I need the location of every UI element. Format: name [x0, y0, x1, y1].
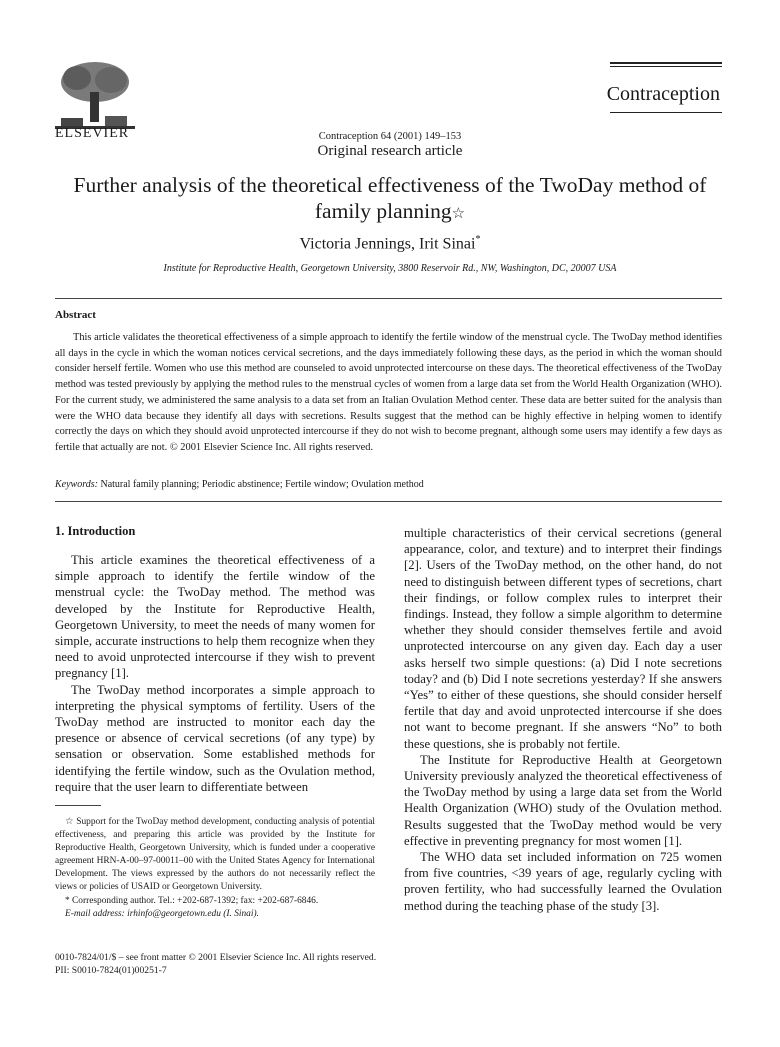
- article-type: Original research article: [317, 143, 463, 159]
- footnotes: [55, 816, 375, 921]
- journal-rule-top-thin: [610, 66, 722, 67]
- title-footnote-mark: ☆: [451, 206, 466, 222]
- journal-name: Contraception: [606, 83, 720, 105]
- funding-footnote: ☆ Support for the TwoDay method development, conducting analysis of potential effectiveness, and preparing this article was provided by the Institute for Reproductive Health, Georgetown University, which is funded under a cooperative agreement HRN-A-00–97-00011–00 with the United States Agency for International Development. The views expressed by the authors do not necessarily reflect the views or policies of USAID or Georgetown University.: [55, 817, 375, 893]
- author-footnote-mark: *: [475, 234, 481, 245]
- journal-rule-bottom: [610, 112, 722, 113]
- abstract-text: This article validates the theoretical effectiveness of a simple approach to identify the fertile window of the menstrual cycle. The TwoDay method identifies all days in the cycle in which the woman notices cervical secretions, and the days immediately following these days, as the period in which the woman should consider herself fertile. Women who use this method are counseled to avoid unprotected intercourse on these days. The theoretical effectiveness of the TwoDay method was tested previously by applying the method rules to the menstrual cycles of women from a large data set from the World Health Organization (WHO). For the current study, we administered the same analysis to a data set from an Italian Ovulation Method center. These data are better suited for the analysis than were the WHO data because they identify all days with secretions. Results suggest that the method can be highly effective in helping women to identify correctly the days on which they should avoid unprotected intercourse if they do not wish to become pregnant, although some users may identify a few days as fertile that actually are not. © 2001 Elsevier Science Inc. All rights reserved.: [55, 332, 722, 453]
- corresponding-author-footnote: * Corresponding author. Tel.: +202-687-1392; fax: +202-687-6846.: [65, 895, 319, 906]
- section-heading: 1. Introduction: [55, 524, 136, 538]
- citation: Contraception 64 (2001) 149–153: [318, 131, 462, 142]
- publisher-name: ELSEVIER: [55, 126, 130, 141]
- intro-paragraph-2: The TwoDay method incorporates a simple approach to interpreting the physical symptoms of fertility. Users of the TwoDay method are instructed to monitor each day the presence or absence of cervical secretions (of any type) by sensation or observation. Some established methods for identifying the fertile window, such as the Ovulation method, require that the user learn to differentiate between: [55, 682, 375, 794]
- keywords-label: Keywords:: [55, 479, 98, 490]
- right-paragraph-2: The Institute for Reproductive Health at Georgetown University previously analyzed the theoretical effectiveness of the TwoDay method by using a large data set from the World Health Organization (WHO) study of the Ovulation method. Results suggested that the TwoDay method would be very effective in preventing pregnancy for most women [1].: [404, 752, 722, 848]
- right-paragraph-1: multiple characteristics of their cervical secretions (general appearance, color, and texture) and to interpret their findings [2]. Users of the TwoDay method, on the other hand, do not need to distinguish between different types of secretions, chart their findings, or follow complex rules to interpret their findings. Instead, they follow a simple algorithm to determine whether they should consider themselves fertile and avoid unprotected intercourse on any given day. Each day a user asks herself two simple questions: (a) Did I note secretions today? and (b) Did I note secretions yesterday? If she answers “Yes” to either of these questions, she should consider herself fertile that day and avoid unprotected intercourse if she does not want to become pregnant. If she answers “No” to both these questions, she is probably not fertile.: [404, 526, 722, 751]
- abstract-bottom-rule: [55, 501, 722, 502]
- right-paragraph-3: The WHO data set included information on 725 women from five countries, <39 years of age, regularly cycling with proven fertility, who had successfully learned the Ovulation method during the teaching phase of the study [3].: [404, 850, 722, 913]
- keywords: [55, 479, 722, 490]
- title-text: Further analysis of the theoretical effectiveness of the TwoDay method of family planning: [73, 173, 707, 223]
- article-title: [60, 172, 720, 227]
- pii-line: PII: S0010-7824(01)00251-7: [55, 965, 167, 976]
- bottom-matter: [55, 951, 376, 977]
- abstract-top-rule: [55, 298, 722, 299]
- abstract-heading: Abstract: [55, 309, 96, 321]
- authors: [0, 234, 780, 253]
- keywords-list: Natural family planning; Periodic abstinence; Fertile window; Ovulation method: [100, 479, 424, 490]
- left-column: [55, 552, 375, 795]
- affiliation: Institute for Reproductive Health, Georgetown University, 3800 Reservoir Rd., NW, Washington, DC, 20007 USA: [163, 263, 617, 274]
- right-column: [404, 525, 722, 914]
- intro-paragraph-1: This article examines the theoretical effectiveness of a simple approach to identify the fertile window of the menstrual cycle: the TwoDay method. The method was developed by the Institute for Reproductive Health, Georgetown University, to meet the needs of many women for simple, accurate instructions to help them recognize when they need to avoid unprotected intercourse if they wish to prevent pregnancy [1].: [55, 553, 375, 681]
- author-names: Victoria Jennings, Irit Sinai: [299, 235, 476, 253]
- copyright-line: 0010-7824/01/$ – see front matter © 2001 Elsevier Science Inc. All rights reserved.: [55, 952, 377, 963]
- journal-rule-top: [610, 62, 722, 64]
- footnote-rule: [55, 805, 101, 806]
- email-footnote: E-mail address: irhinfo@georgetown.edu (I. Sinai).: [65, 908, 259, 919]
